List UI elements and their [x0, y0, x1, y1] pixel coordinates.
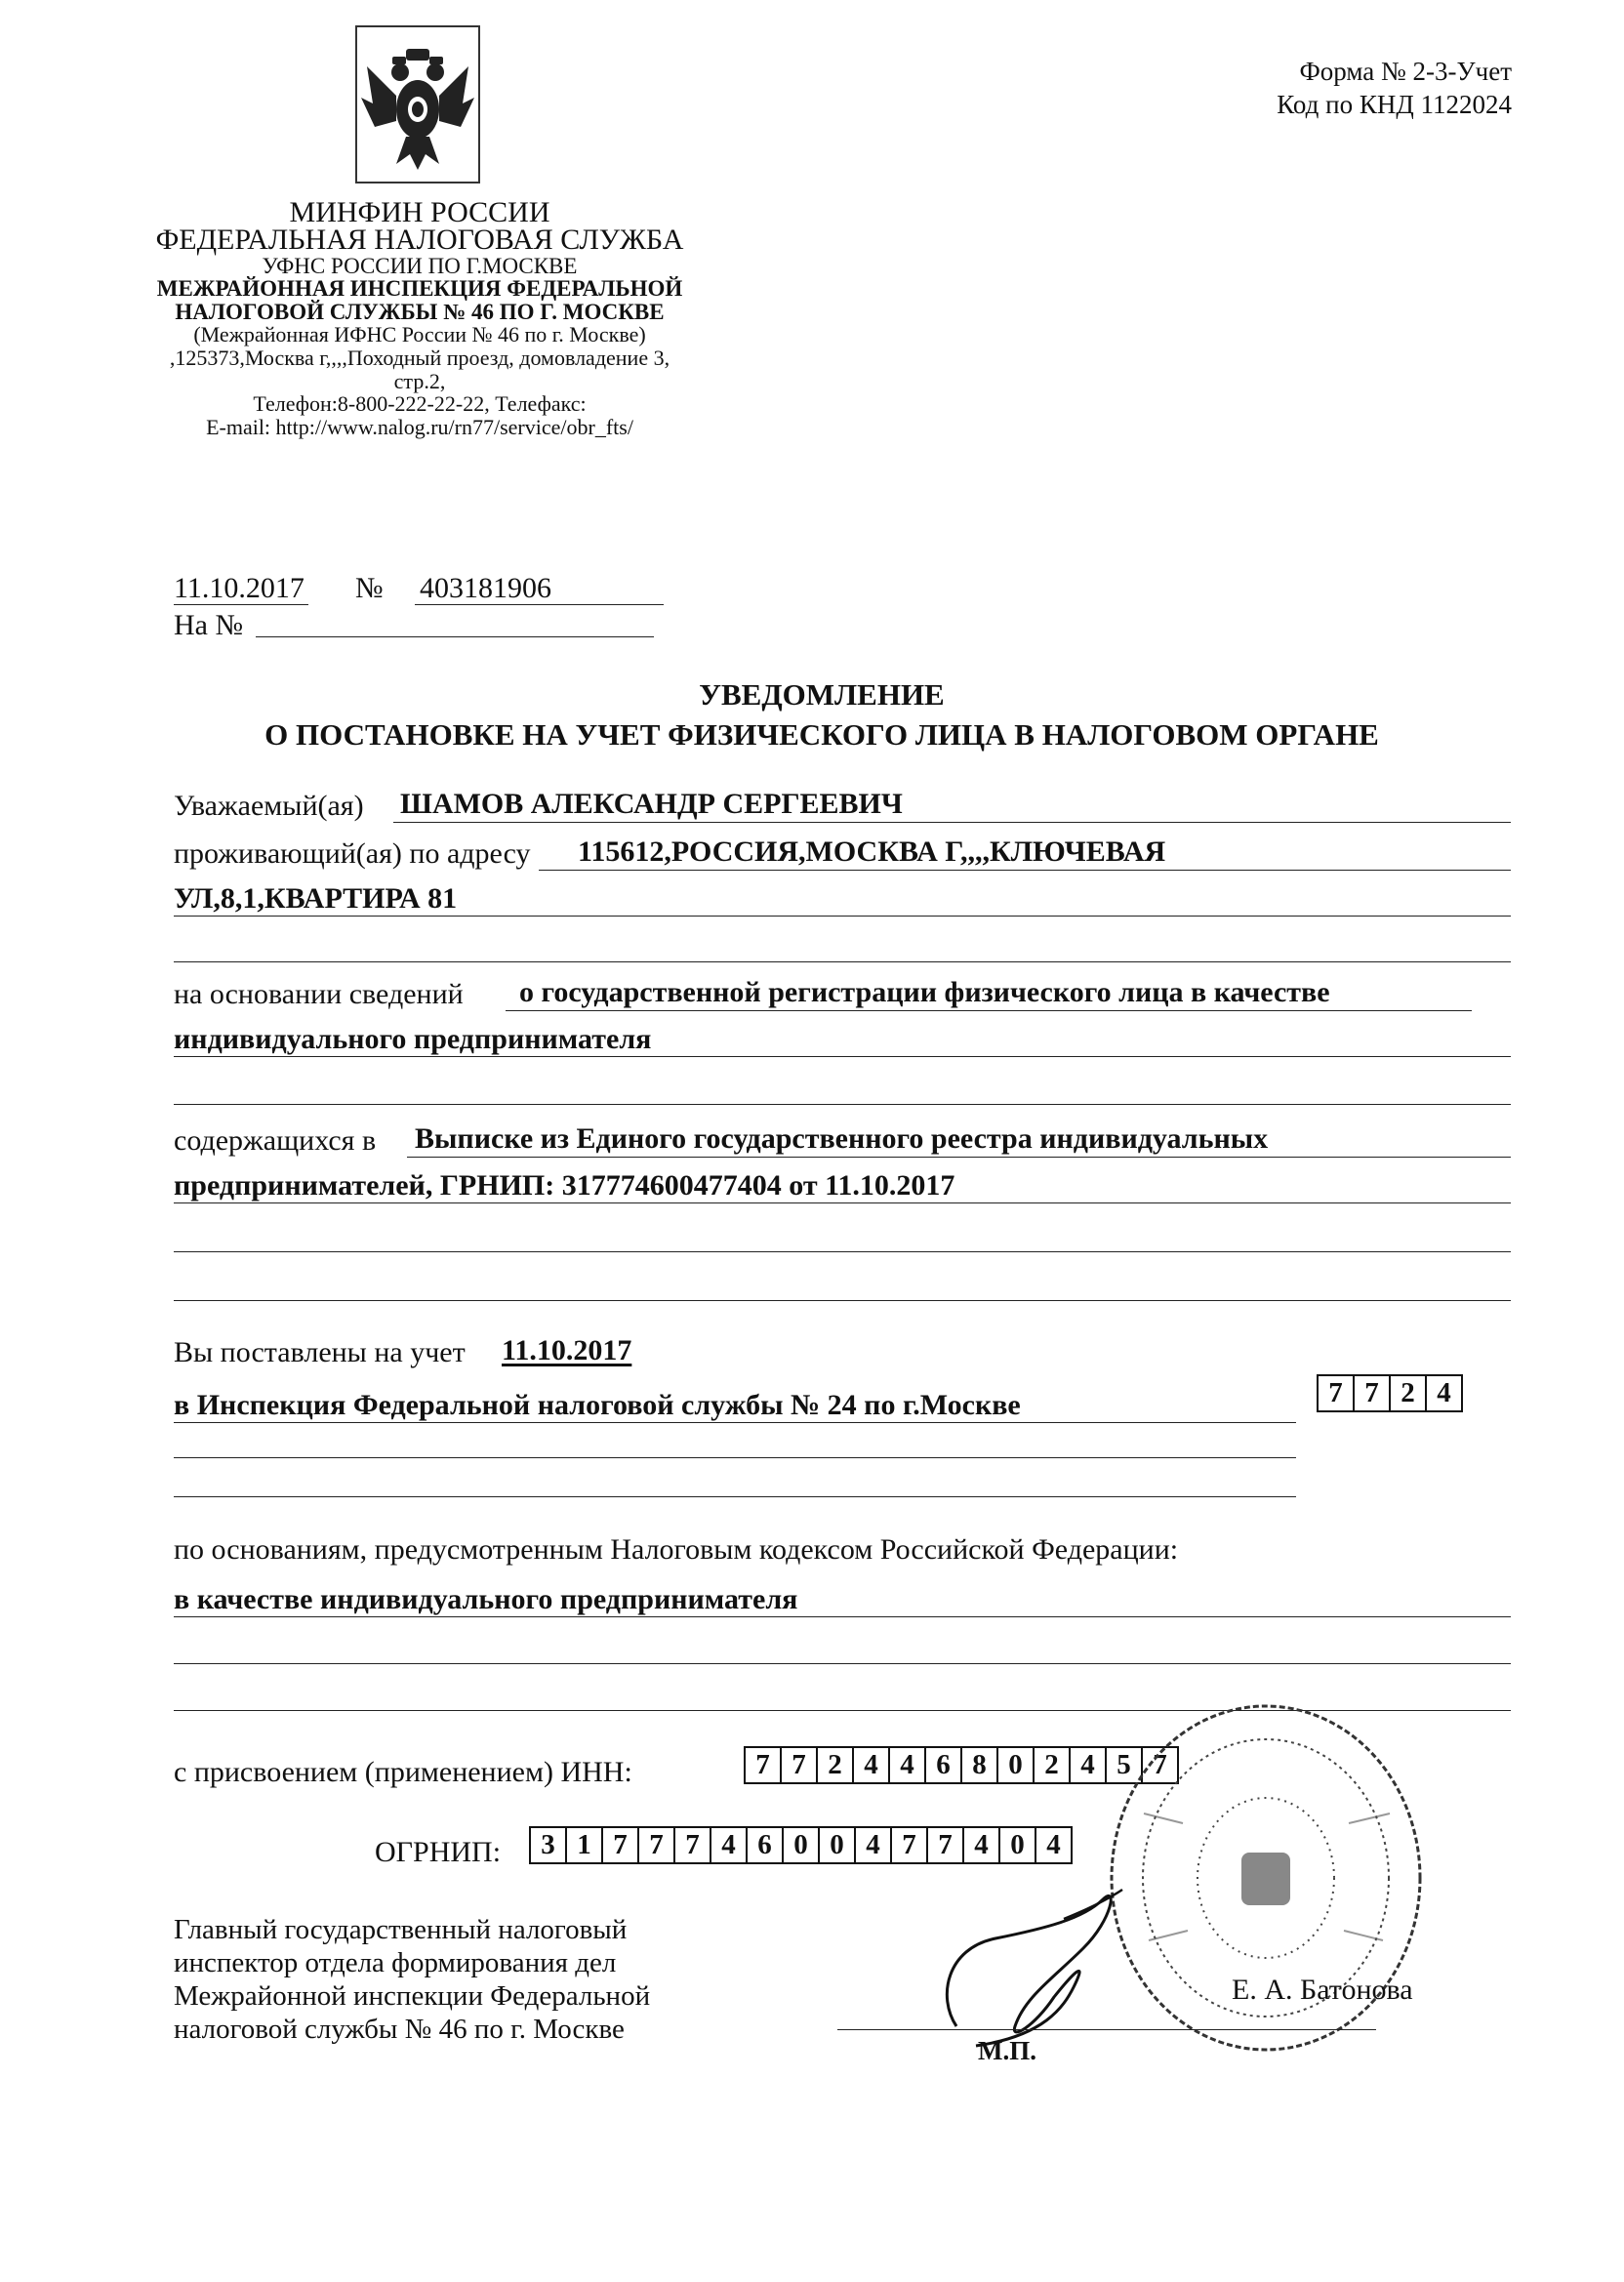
ogrnip-digits-digit: 3 — [529, 1826, 567, 1864]
person-name-line — [393, 822, 1511, 823]
source-line-1-rule — [407, 1157, 1511, 1158]
inn-digits-digit: 4 — [852, 1746, 890, 1784]
basis-line-3-rule — [174, 1104, 1511, 1105]
basis-line-2-rule — [174, 1056, 1511, 1057]
signer-name: Е. А. Батонова — [1232, 1974, 1413, 2006]
ogrnip-digits-digit: 4 — [1035, 1826, 1073, 1864]
signature-rule — [837, 2029, 1376, 2030]
inn-digits-digit: 5 — [1105, 1746, 1143, 1784]
basis-line-1-rule — [506, 1010, 1472, 1011]
source-line-2: предпринимателей, ГРНИП: 317774600477404 от 11.10.2017 — [174, 1169, 955, 1202]
authority-ministry: МИНФИН РОССИИ — [289, 196, 550, 228]
address-line-2: УЛ,8,1,КВАРТИРА 81 — [174, 882, 458, 915]
inspection-line-1-rule — [174, 1422, 1296, 1423]
basis-line-1: о государственной регистрации физического лица в качестве — [519, 976, 1330, 1008]
authority-service: ФЕДЕРАЛЬНАЯ НАЛОГОВАЯ СЛУЖБА — [155, 224, 684, 256]
reply-label: На № — [174, 609, 244, 641]
ogrnip-digits-digit: 0 — [818, 1826, 856, 1864]
basis-line-2: индивидуального предпринимателя — [174, 1023, 652, 1055]
stamp-place-mark: М.П. — [978, 2036, 1036, 2065]
ogrnip-digits-digit: 6 — [746, 1826, 784, 1864]
authority-email: E-mail: http://www.nalog.ru/rn77/service/obr_fts/ — [206, 415, 633, 439]
grounds-label: по основаниям, предусмотренным Налоговым кодексом Российской Федерации: — [174, 1533, 1179, 1566]
greeting-label: Уважаемый(ая) — [174, 790, 364, 822]
registered-date: 11.10.2017 — [502, 1334, 632, 1366]
address-line-1: 115612,РОССИЯ,МОСКВА Г,,,,КЛЮЧЕВАЯ — [578, 835, 1166, 868]
signer-position-line-3: Межрайонной инспекции Федеральной — [174, 1980, 651, 2012]
ogrnip-digits-digit: 4 — [710, 1826, 748, 1864]
ogrnip-digits-digit: 0 — [998, 1826, 1036, 1864]
source-line-1: Выписке из Единого государственного реестра индивидуальных — [415, 1122, 1269, 1155]
doc-number-label: № — [355, 572, 384, 604]
address-label: проживающий(ая) по адресу — [174, 837, 531, 870]
address-line-1-rule — [539, 870, 1511, 871]
basis-label: на основании сведений — [174, 978, 464, 1010]
inn-digits-digit: 7 — [1141, 1746, 1179, 1784]
inn-digits-digit: 8 — [960, 1746, 998, 1784]
grounds-line-1-rule — [174, 1616, 1511, 1617]
double-headed-eagle-icon — [357, 27, 478, 182]
ogrnip-digits-digit: 0 — [782, 1826, 820, 1864]
registered-label: Вы поставлены на учет — [174, 1336, 466, 1368]
ogrnip-digits-digit: 4 — [962, 1826, 1000, 1864]
inn-digits-digit: 2 — [816, 1746, 854, 1784]
authority-inspection-2: НАЛОГОВОЙ СЛУЖБЫ № 46 ПО Г. МОСКВЕ — [175, 300, 665, 324]
source-line-3-rule — [174, 1251, 1511, 1252]
address-line-2-rule — [174, 916, 1511, 917]
inspection-code-digit: 7 — [1353, 1374, 1391, 1412]
source-label: содержащихся в — [174, 1124, 377, 1157]
person-name: ШАМОВ АЛЕКСАНДР СЕРГЕЕВИЧ — [400, 788, 903, 820]
inn-digits-digit: 2 — [1033, 1746, 1071, 1784]
form-number: Форма № 2-3-Учет — [1299, 57, 1512, 86]
doc-date: 11.10.2017 — [174, 572, 304, 604]
ogrnip-digits-digit: 7 — [601, 1826, 639, 1864]
inspection-code-digit: 4 — [1425, 1374, 1463, 1412]
ogrnip-digits-digit: 4 — [854, 1826, 892, 1864]
ogrnip-digits-digit: 7 — [926, 1826, 964, 1864]
knd-code: Код по КНД 1122024 — [1277, 90, 1512, 119]
grounds-value: в качестве индивидуального предпринимателя — [174, 1583, 798, 1615]
authority-address-2: стр.2, — [393, 369, 446, 393]
inspection-code-digit: 7 — [1317, 1374, 1355, 1412]
signer-position-line-4: налоговой службы № 46 по г. Москве — [174, 2014, 625, 2045]
inspection-code-digit: 2 — [1389, 1374, 1427, 1412]
inn-digits-digit: 4 — [888, 1746, 926, 1784]
notice-subtitle: О ПОСТАНОВКЕ НА УЧЕТ ФИЗИЧЕСКОГО ЛИЦА В НАЛОГОВОМ ОРГАНЕ — [264, 717, 1379, 752]
ogrnip-label: ОГРНИП: — [375, 1836, 502, 1868]
source-line-4-rule — [174, 1300, 1511, 1301]
inn-digits-digit: 7 — [780, 1746, 818, 1784]
inn-digits-digit: 4 — [1069, 1746, 1107, 1784]
signer-position — [174, 1913, 650, 2046]
emblem-frame — [355, 25, 480, 183]
inspection-name: в Инспекция Федеральной налоговой службы № 24 по г.Москве — [174, 1389, 1021, 1421]
inn-label: с присвоением (применением) ИНН: — [174, 1756, 632, 1788]
authority-regional: УФНС РОССИИ ПО Г.МОСКВЕ — [262, 254, 578, 278]
ogrnip-digits-digit: 7 — [673, 1826, 711, 1864]
authority-inspection-1: МЕЖРАЙОННАЯ ИНСПЕКЦИЯ ФЕДЕРАЛЬНОЙ — [156, 276, 683, 301]
signer-position-line-2: инспектор отдела формирования дел — [174, 1947, 617, 1978]
authority-address: ,125373,Москва г,,,,Походный проезд, домовладение 3, — [169, 346, 670, 370]
signer-position-line-1: Главный государственный налоговый — [174, 1914, 628, 1945]
doc-number-underline — [415, 604, 664, 605]
doc-date-underline — [174, 604, 308, 605]
notice-title: УВЕДОМЛЕНИЕ — [699, 677, 945, 712]
ogrnip-digits-digit: 7 — [637, 1826, 675, 1864]
doc-number: 403181906 — [420, 572, 551, 604]
inspection-line-3-rule — [174, 1496, 1296, 1497]
ogrnip-digits-digit: 1 — [565, 1826, 603, 1864]
address-line-3-rule — [174, 961, 1511, 962]
source-line-2-rule — [174, 1202, 1511, 1203]
ogrnip-boxes — [529, 1826, 1073, 1864]
inn-digits-digit: 0 — [996, 1746, 1035, 1784]
authority-phone: Телефон:8-800-222-22-22, Телефакс: — [253, 391, 587, 416]
reply-underline — [256, 636, 654, 637]
inspection-line-2-rule — [174, 1457, 1296, 1458]
inn-digits-digit: 6 — [924, 1746, 962, 1784]
ogrnip-digits-digit: 7 — [890, 1826, 928, 1864]
inspection-code — [1317, 1374, 1463, 1412]
authority-short-name: (Межрайонная ИФНС России № 46 по г. Москве) — [193, 322, 646, 346]
inn-digits-digit: 7 — [744, 1746, 782, 1784]
grounds-line-2-rule — [174, 1663, 1511, 1664]
